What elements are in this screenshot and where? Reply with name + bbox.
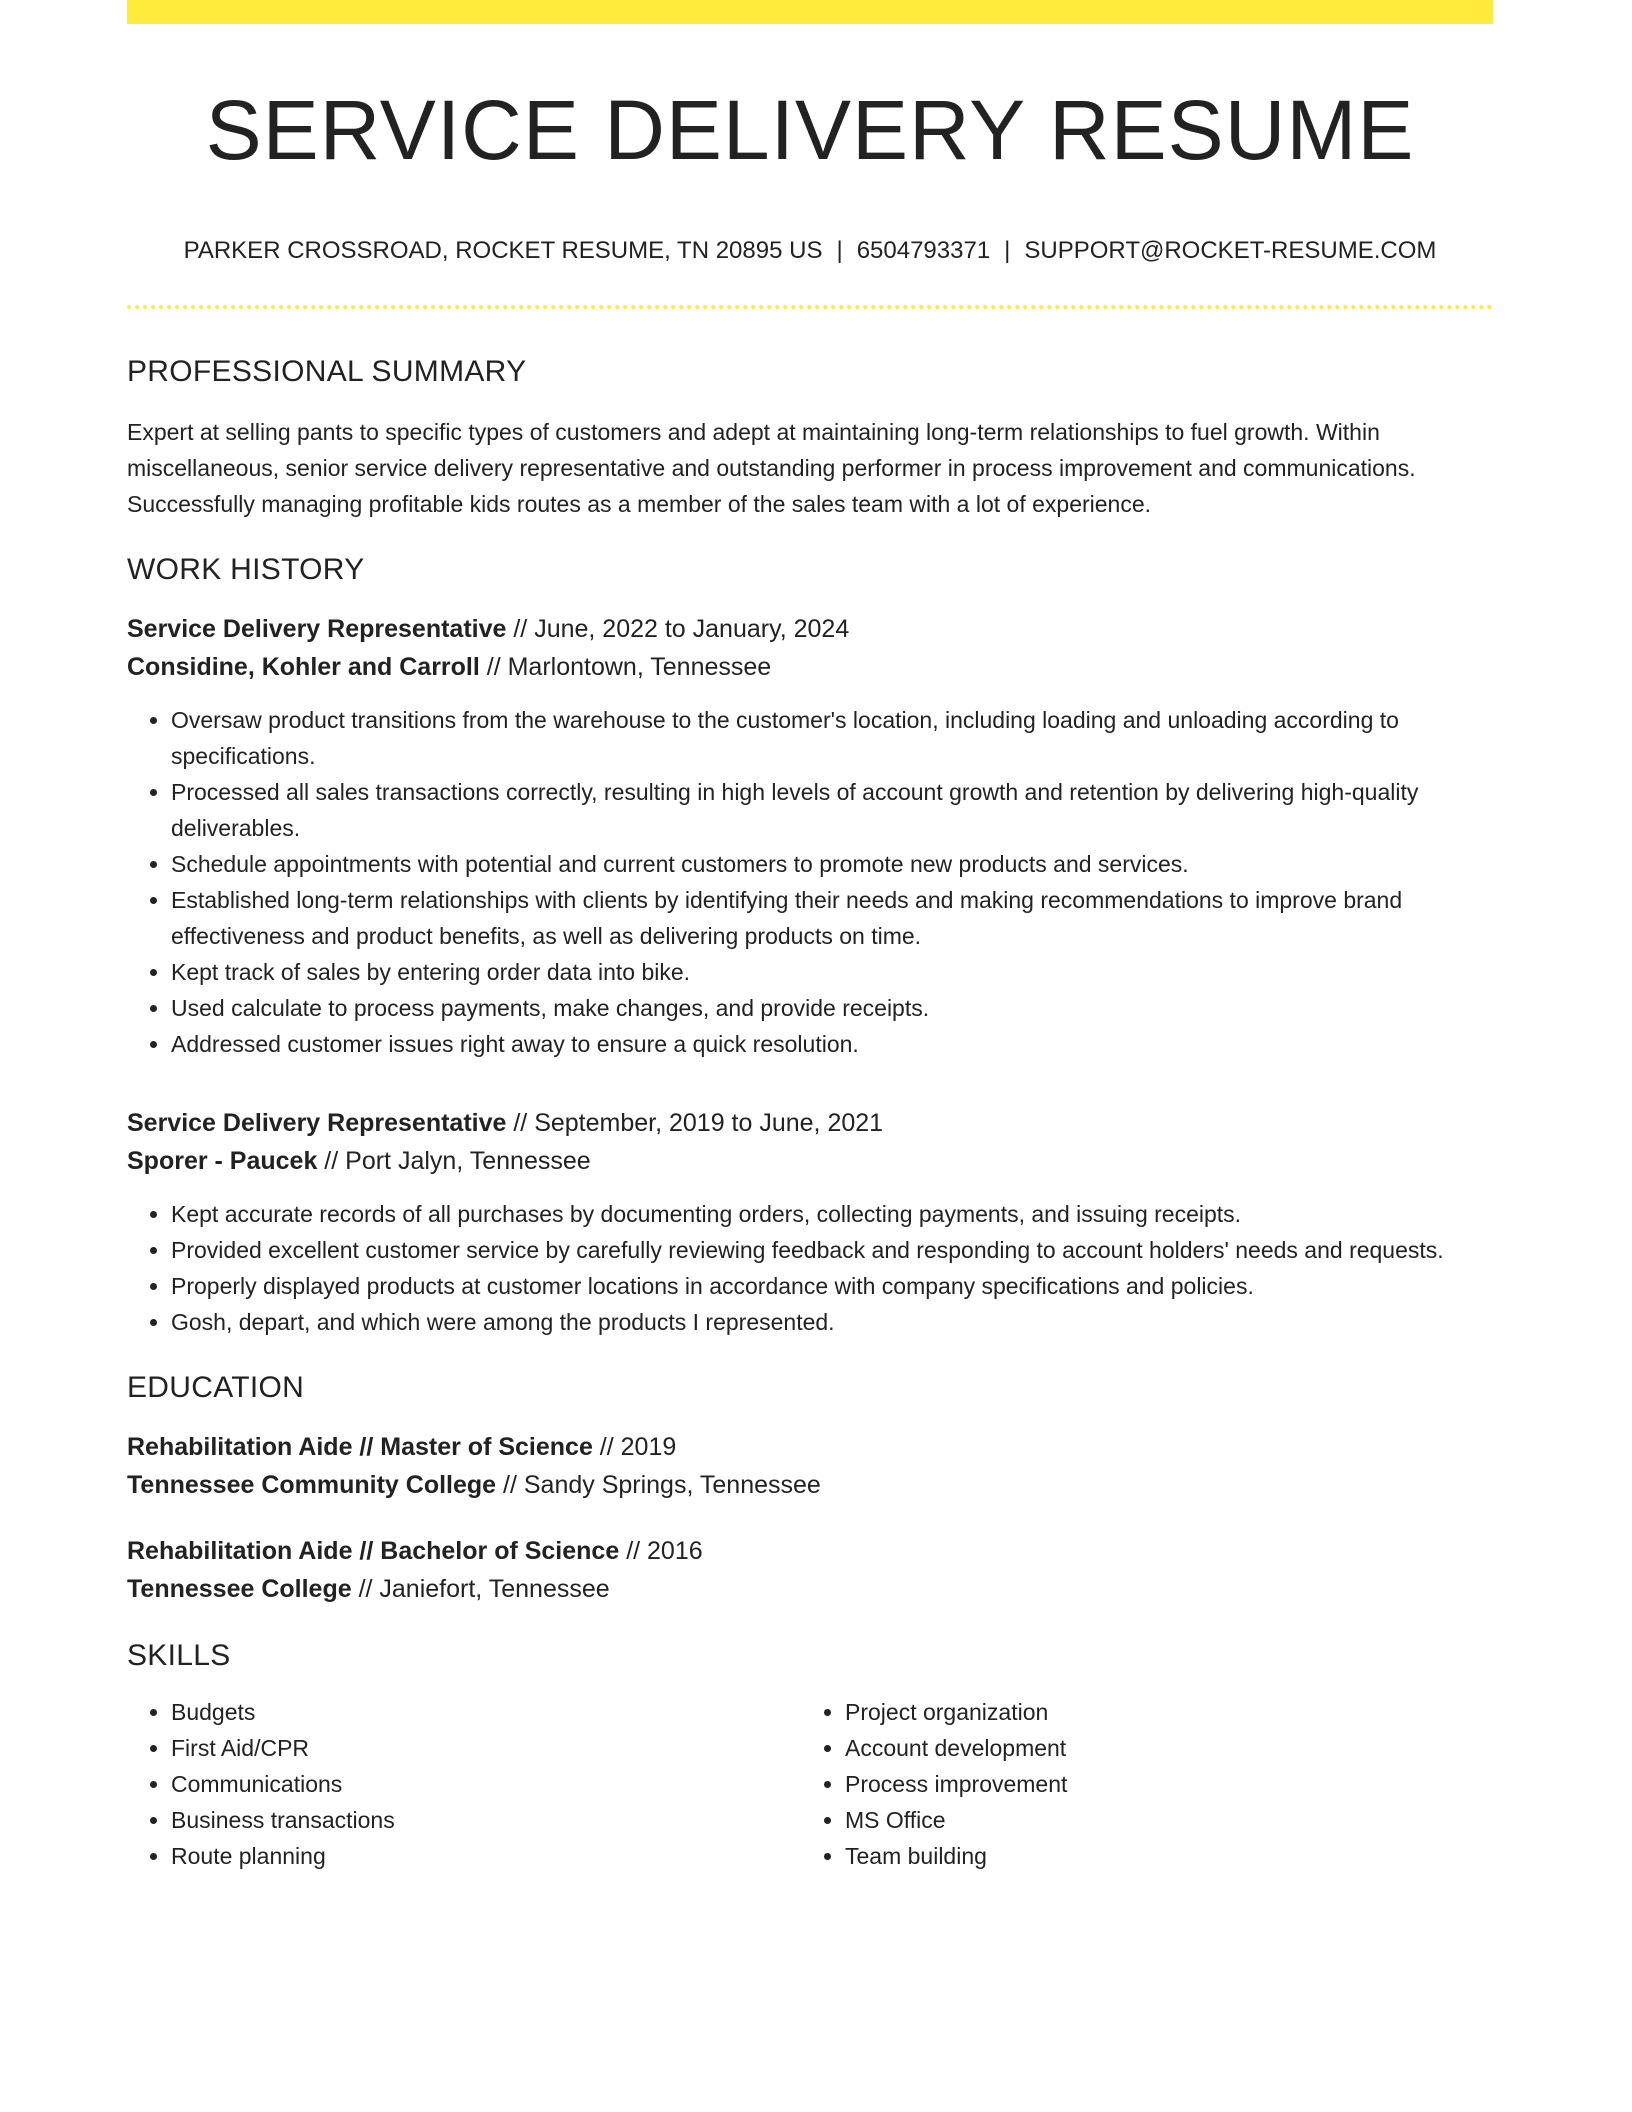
list-item: • Used calculate to process payments, make changes, and provide receipts. (171, 990, 1493, 1026)
contact-line (127, 236, 1493, 266)
phone-text: 6504793371 (856, 237, 991, 264)
list-item: • Processed all sales transactions correctly, resulting in high levels of account growth and retention by delivering high-quality deliverables. (171, 774, 1493, 846)
skill-item: • Account development (845, 1730, 1475, 1766)
address-text: PARKER CROSSROAD, ROCKET RESUME, TN 20895 US (183, 237, 823, 264)
education-heading: EDUCATION (127, 1371, 305, 1404)
skill-item: • Project organization (845, 1694, 1475, 1730)
skill-item: • Process improvement (845, 1766, 1475, 1802)
work-history-section (127, 550, 1493, 1340)
job-entry (127, 1104, 1493, 1340)
education-entry (127, 1428, 1493, 1504)
degree-line (127, 1532, 1493, 1570)
skills-section (127, 1636, 1493, 1874)
dotted-divider (127, 305, 1493, 309)
education-entry (127, 1532, 1493, 1608)
list-item: • Addressed customer issues right away to ensure a quick resolution. (171, 1026, 1493, 1062)
skill-item: • Route planning (171, 1838, 801, 1874)
skill-item: • MS Office (845, 1802, 1475, 1838)
separator: | (836, 237, 843, 264)
school-location: // Sandy Springs, Tennessee (496, 1471, 821, 1499)
job-entry (127, 610, 1493, 1062)
job-company: Considine, Kohler and Carroll (127, 653, 480, 681)
skill-item: • Communications (171, 1766, 801, 1802)
work-history-heading: WORK HISTORY (127, 553, 365, 586)
degree-year: // 2019 (592, 1433, 677, 1461)
summary-heading: PROFESSIONAL SUMMARY (127, 355, 527, 388)
skill-item: • First Aid/CPR (171, 1730, 801, 1766)
degree-line (127, 1428, 1493, 1466)
job-company-line (127, 648, 1493, 686)
job-bullets (127, 1196, 1493, 1340)
school-line (127, 1466, 1493, 1504)
list-item: • Gosh, depart, and which were among the products I represented. (171, 1304, 1493, 1340)
job-title: Service Delivery Representative (127, 615, 507, 643)
skills-left-column (127, 1694, 801, 1874)
job-bullets (127, 702, 1493, 1062)
job-location: // Port Jalyn, Tennessee (317, 1147, 591, 1175)
school-name: Tennessee College (127, 1575, 352, 1603)
school-line (127, 1570, 1493, 1608)
list-item: • Schedule appointments with potential and current customers to promote new products and services. (171, 846, 1493, 882)
list-item: • Established long-term relationships with clients by identifying their needs and making recommendations to improve brand effectiveness and product benefits, as well as delivering products on time. (171, 882, 1493, 954)
degree-year: // 2016 (619, 1537, 703, 1565)
resume-content (127, 352, 1493, 1874)
list-item: • Properly displayed products at customer locations in accordance with company specifications and policies. (171, 1268, 1493, 1304)
skill-item: • Business transactions (171, 1802, 801, 1838)
job-company-line (127, 1142, 1493, 1180)
resume-title: SERVICE DELIVERY RESUME (205, 83, 1415, 177)
school-name: Tennessee Community College (127, 1471, 497, 1499)
job-company: Sporer - Paucek (127, 1147, 318, 1175)
list-item: • Provided excellent customer service by carefully reviewing feedback and responding to account holders' needs and requests. (171, 1232, 1493, 1268)
skill-item: • Team building (845, 1838, 1475, 1874)
email-text: SUPPORT@ROCKET-RESUME.COM (1024, 237, 1437, 264)
job-title: Service Delivery Representative (127, 1109, 507, 1137)
skills-columns (127, 1694, 1493, 1874)
job-location: // Marlontown, Tennessee (479, 653, 772, 681)
job-title-line (127, 1104, 1493, 1142)
list-item: • Oversaw product transitions from the warehouse to the customer's location, including loading and unloading according to specifications. (171, 702, 1493, 774)
summary-text: Expert at selling pants to specific types of customers and adept at maintaining long-term relationships to fuel growth. Within miscellaneous, senior service delivery representative and outstanding performer in process improvement and communications. Successfully managing profitable kids routes as a member of the sales team with a lot of experience. (127, 419, 1416, 517)
resume-page (127, 0, 1493, 1869)
list-item: • Kept accurate records of all purchases by documenting orders, collecting payments, and issuing receipts. (171, 1196, 1493, 1232)
top-accent-bar (127, 0, 1493, 24)
school-location: // Janiefort, Tennessee (351, 1575, 610, 1603)
job-title-line (127, 610, 1493, 648)
job-dates: // June, 2022 to January, 2024 (506, 615, 850, 643)
skills-heading: SKILLS (127, 1639, 231, 1672)
separator: | (1004, 237, 1011, 264)
degree-name: Rehabilitation Aide // Bachelor of Science (127, 1537, 620, 1565)
degree-name: Rehabilitation Aide // Master of Science (127, 1433, 593, 1461)
education-section (127, 1368, 1493, 1608)
list-item: • Kept track of sales by entering order data into bike. (171, 954, 1493, 990)
summary-section (127, 352, 1493, 522)
skills-right-column (801, 1694, 1475, 1874)
job-dates: // September, 2019 to June, 2021 (506, 1109, 884, 1137)
skill-item: • Budgets (171, 1694, 801, 1730)
